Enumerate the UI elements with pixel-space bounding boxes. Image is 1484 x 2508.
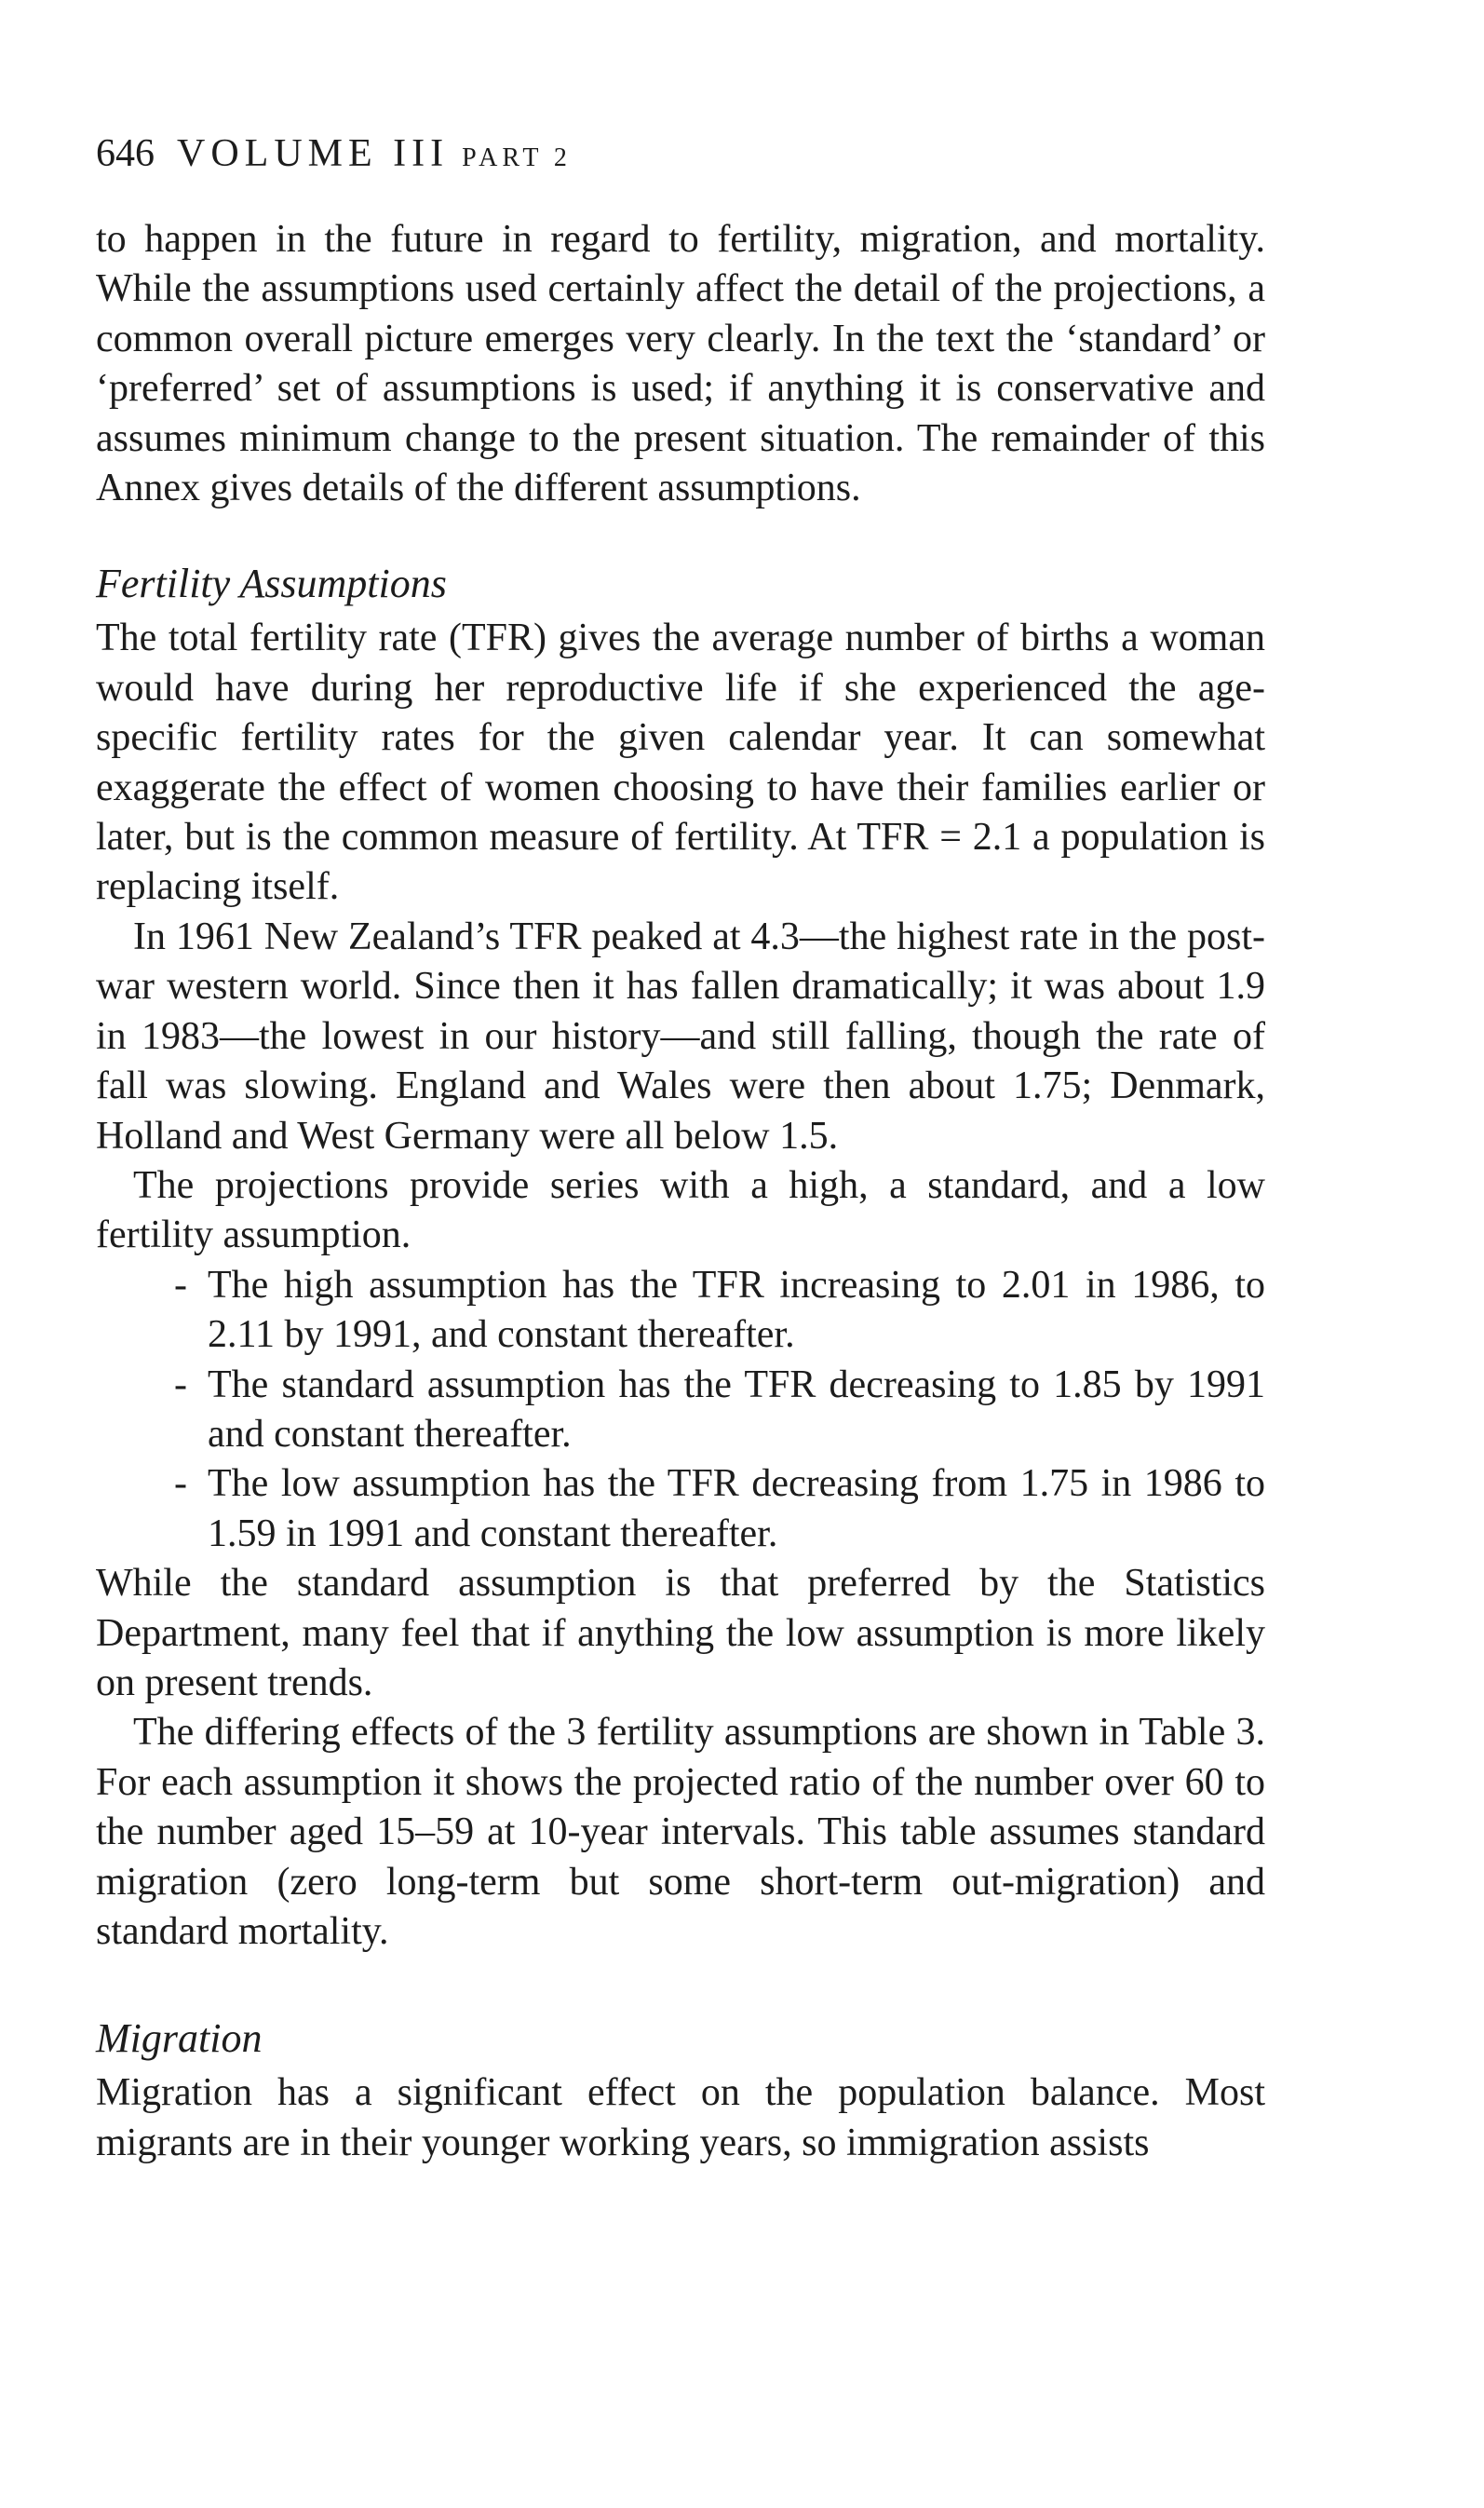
list-item-text: The standard assumption has the TFR decreasing to 1.85 by 1991 and constant thereafter. xyxy=(208,1362,1265,1456)
fertility-assumption-list xyxy=(96,1261,1265,1559)
fertility-paragraph-4: While the standard assumption is that preferred by the Statistics Department, many feel that if anything the low assumption is more likely on present trends. xyxy=(96,1562,1265,1704)
list-item-text: The low assumption has the TFR decreasing from 1.75 in 1986 to 1.59 in 1991 and constant thereafter. xyxy=(208,1462,1265,1555)
list-item-text: The high assumption has the TFR increasing to 2.01 in 1986, to 2.11 by 1991, and constant thereafter. xyxy=(208,1263,1265,1357)
fertility-paragraph-2: In 1961 New Zealand’s TFR peaked at 4.3—the highest rate in the post-war western world. Since then it has fallen dramatically; it was about 1.9 in 1983—the lowest in our history—and still falling, though the rate of fall was slowing. England and Wales were then about 1.75; Denmark, Holland and West Germany were all below 1.5. xyxy=(96,915,1265,1158)
dash-bullet: - xyxy=(174,1362,187,1406)
dash-bullet: - xyxy=(174,1462,187,1506)
fertility-paragraph-1: The total fertility rate (TFR) gives the average number of births a woman would have during her reproductive life if she experienced the age-specific fertility rates for the given calendar year. It can somewhat exaggerate the effect of women choosing to have their families earlier or later, but is the common measure of fertility. At TFR = 2.1 a population is replacing itself. xyxy=(96,617,1265,909)
migration-paragraph-1: Migration has a significant effect on the population balance. Most migrants are in their younger working years, so immigration assists xyxy=(96,2071,1265,2164)
migration-heading: Migration xyxy=(96,2015,263,2062)
list-item-high xyxy=(174,1261,1265,1361)
page-number: 646 xyxy=(96,132,155,175)
list-item-standard xyxy=(174,1361,1265,1460)
running-head xyxy=(96,130,1265,182)
part-label: PART 2 xyxy=(462,143,572,172)
fertility-heading: Fertility Assumptions xyxy=(96,561,447,607)
book-page xyxy=(96,130,1265,2168)
list-item-low xyxy=(174,1459,1265,1559)
intro-paragraph: to happen in the future in regard to fertility, migration, and mortality. While the assumptions used certainly affect the detail of the projections, a common overall picture emerges very clearly. In the text the ‘standard’ or ‘preferred’ set of assumptions is used; if anything it is conservative and assumes minimum change to the present situation. The remainder of this Annex gives details of the different assumptions. xyxy=(96,218,1265,510)
volume-label: VOLUME III xyxy=(177,132,450,175)
fertility-paragraph-5: The differing effects of the 3 fertility assumptions are shown in Table 3. For each assumption it shows the projected ratio of the number over 60 to the number aged 15–59 at 10-year intervals. This table assumes standard migration (zero long-term but some short-term out-migration) and standard mortality. xyxy=(96,1711,1265,1953)
fertility-paragraph-3: The projections provide series with a high, a standard, and a low fertility assumption. xyxy=(96,1163,1265,1257)
dash-bullet: - xyxy=(174,1263,187,1307)
